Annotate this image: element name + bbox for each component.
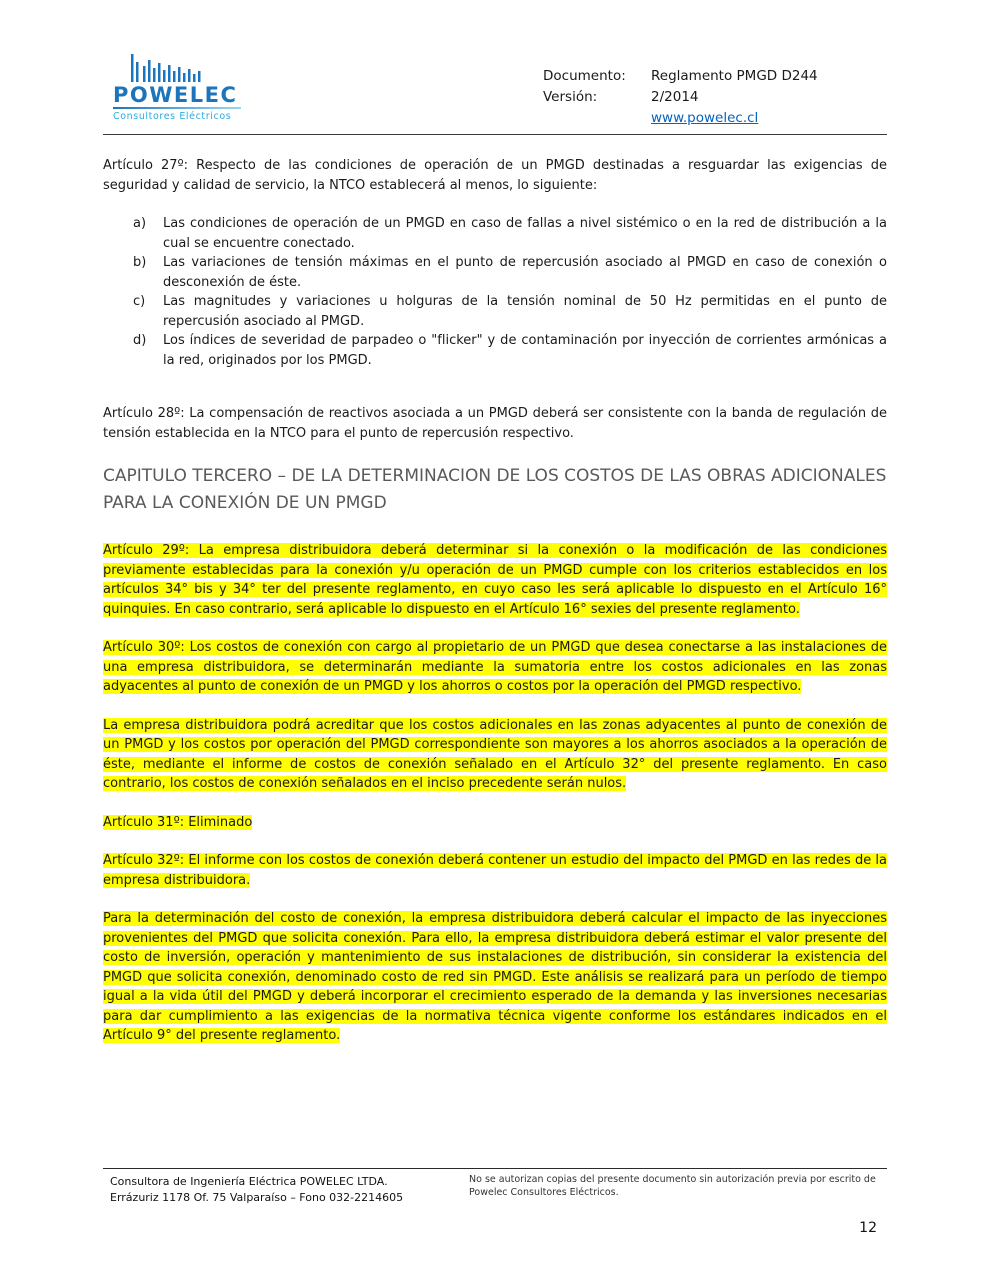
version-label: Versión: — [543, 89, 598, 105]
meta-row-website — [543, 108, 887, 129]
paragraph-costo-conexion — [103, 909, 887, 1046]
logo-tagline: Consultores Eléctricos — [113, 111, 232, 122]
website-link[interactable]: www.powelec.cl — [651, 110, 759, 126]
paragraph-articulo-30 — [103, 638, 887, 697]
list-item — [103, 214, 887, 253]
footer-company-line1: Consultora de Ingeniería Eléctrica POWELEC LTDA. — [110, 1175, 388, 1188]
paragraph-articulo-28: Artículo 28º: La compensación de reactivos asociada a un PMGD deberá ser consistente con la banda de regulación de tensión establecida en la NTCO para el punto de repercusión respectivo. — [103, 406, 887, 441]
list-text: Las condiciones de operación de un PMGD en caso de fallas a nivel sistémico o en la red de distribución a la cual se encuentre conectado. — [163, 216, 887, 251]
list-text: Los índices de severidad de parpadeo o "flicker" y de contaminación por inyección de corrientes armónicas a la red, originados por los PMGD. — [163, 333, 887, 368]
list-text: Las variaciones de tensión máximas en el punto de repercusión asociado al PMGD en caso de conexión o desconexión de éste. — [163, 255, 887, 290]
document-label: Documento: — [543, 68, 626, 84]
page-number: 12 — [859, 1220, 877, 1236]
footer-divider — [103, 1168, 887, 1169]
list-marker: a) — [133, 216, 147, 231]
page-footer — [103, 1174, 887, 1206]
footer-copyright-note: No se autorizan copias del presente documento sin autorización previa por escrito de Powelec Consultores Eléctricos. — [469, 1174, 876, 1198]
meta-row-version — [543, 87, 887, 108]
paragraph-articulo-27: Artículo 27º: Respecto de las condiciones de operación de un PMGD destinadas a resguardar las exigencias de seguridad y calidad de servicio, la NTCO establecerá al menos, lo siguiente: — [103, 158, 887, 193]
paragraph-articulo-31 — [103, 813, 887, 833]
powelec-logo — [113, 52, 263, 122]
footer-company-info — [103, 1174, 403, 1206]
paragraph-acreditar — [103, 716, 887, 794]
list-item — [103, 253, 887, 292]
list-item — [103, 292, 887, 331]
list-marker: d) — [133, 333, 147, 348]
document-meta — [543, 52, 887, 129]
paragraph-articulo-32 — [103, 851, 887, 890]
highlighted-text: Artículo 32º: El informe con los costos de conexión deberá contener un estudio del impacto del PMGD en las redes de la empresa distribuidora. — [103, 853, 887, 888]
list-marker: c) — [133, 294, 146, 309]
logo-bars-icon — [131, 52, 211, 82]
list-marker: b) — [133, 255, 147, 270]
footer-company-line2: Errázuriz 1178 Of. 75 Valparaíso – Fono 032-2214605 — [110, 1191, 404, 1204]
highlighted-text: Artículo 29º: La empresa distribuidora deberá determinar si la conexión o la modificación de las condiciones previamente establecidas para la conexión y/u operación de un PMGD cumple con los criterios establecidos en los artículos 34° bis y 34° ter del presente reglamento, en cuyo caso les será aplicable lo dispuesto en el Artículo 16° quinquies. En caso contrario, será aplicable lo dispuesto en el Artículo 16° sexies del presente reglamento. — [103, 543, 887, 617]
highlighted-text: Artículo 30º: Los costos de conexión con cargo al propietario de un PMGD que desea conectarse a las instalaciones de una empresa distribuidora, se determinarán mediante la sumatoria entre los costos adicionales en las zonas adyacentes al punto de conexión de un PMGD y los ahorros o costos por la operación del PMGD respectivo. — [103, 640, 887, 694]
articulo-27-list — [103, 214, 887, 370]
meta-row-document — [543, 66, 887, 87]
document-body — [103, 156, 887, 1065]
list-item — [103, 331, 887, 370]
chapter-heading: CAPITULO TERCERO – DE LA DETERMINACION DE LOS COSTOS DE LAS OBRAS ADICIONALES PARA LA CONEXIÓN DE UN PMGD — [103, 466, 887, 513]
list-text: Las magnitudes y variaciones u holguras de la tensión nominal de 50 Hz permitidas en el punto de repercusión asociado al PMGD. — [163, 294, 887, 329]
page-header — [103, 52, 887, 129]
logo-divider — [113, 107, 241, 109]
logo-brand-text: POWELEC — [113, 83, 238, 107]
document-value: Reglamento PMGD D244 — [651, 68, 818, 84]
highlighted-text: La empresa distribuidora podrá acreditar que los costos adicionales en las zonas adyacentes al punto de conexión de un PMGD y los costos por operación del PMGD correspondiente son mayores a los ahorros asociados a la operación de éste, mediante el informe de costos de conexión señalado en el Artículo 32° del presente reglamento. En caso contrario, los costos de conexión señalados en el inciso precedente serán nulos. — [103, 717, 887, 791]
header-divider — [103, 134, 887, 135]
highlighted-text: Artículo 31º: Eliminado — [103, 814, 253, 830]
highlighted-text: Para la determinación del costo de conexión, la empresa distribuidora deberá calcular el impacto de las inyecciones provenientes del PMGD que solicita conexión. Para ello, la empresa distribuidora deberá estimar el valor presente del costo de inversión, operación y mantenimiento de sus instalaciones de distribución, sin considerar la existencia del PMGD que solicita conexión, denominado costo de red sin PMGD. Este análisis se realizará para un período de tiempo igual a la vida útil del PMGD y deberá incorporar el crecimiento esperado de la demanda y las inversiones necesarias para dar cumplimiento a las exigencias de la normativa técnica vigente conforme los estándares indicados en el Artículo 9° del presente reglamento. — [103, 911, 887, 1043]
paragraph-articulo-29 — [103, 541, 887, 619]
version-value: 2/2014 — [651, 89, 699, 105]
